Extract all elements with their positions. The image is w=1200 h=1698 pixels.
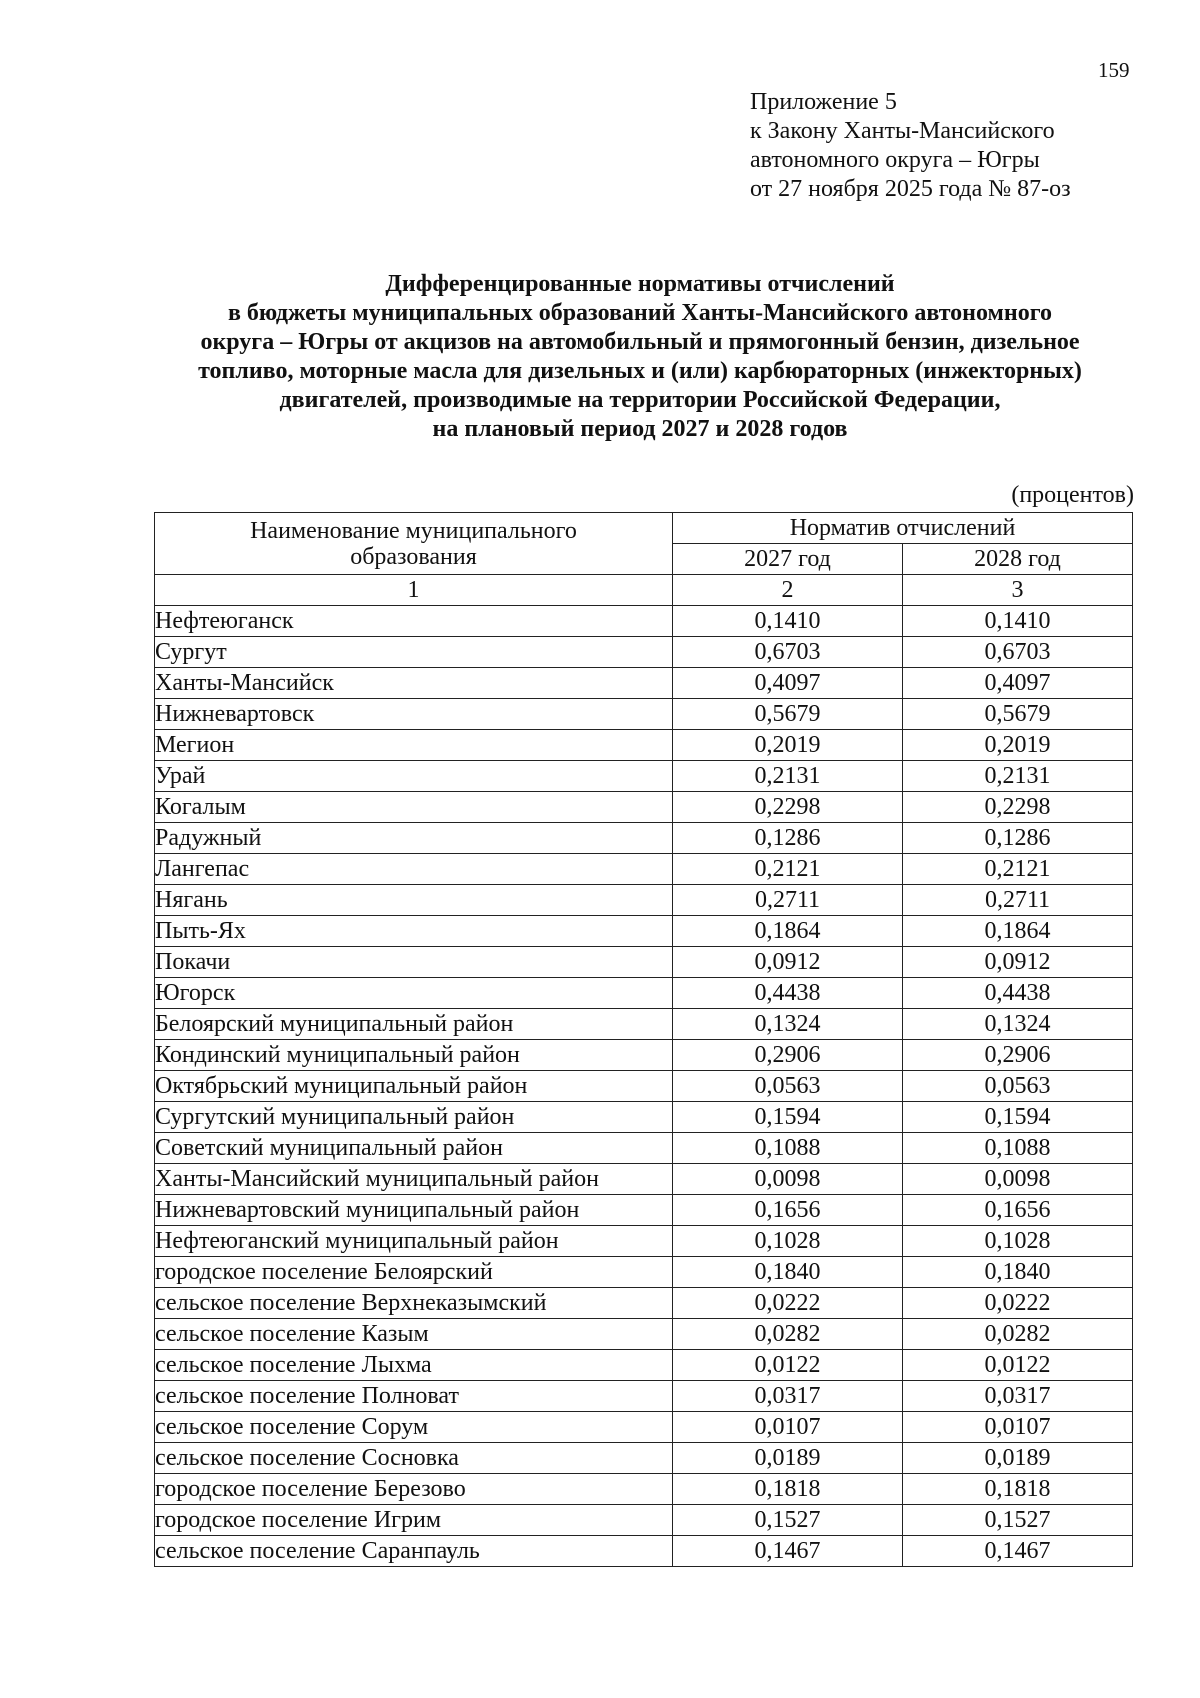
municipality-name: городское поселение Березово [155,1474,673,1505]
value-2028: 0,4438 [903,978,1133,1009]
value-2027: 0,4438 [673,978,903,1009]
municipality-name: сельское поселение Сорум [155,1412,673,1443]
title-line: на плановый период 2027 и 2028 годов [432,416,848,442]
value-2028: 0,1410 [903,606,1133,637]
value-2027: 0,0912 [673,947,903,978]
table-row [155,916,1133,947]
value-2027: 0,1656 [673,1195,903,1226]
municipality-name: Когалым [155,792,673,823]
table-row [155,854,1133,885]
value-2027: 0,1410 [673,606,903,637]
value-2028: 0,0563 [903,1071,1133,1102]
municipality-name: Советский муниципальный район [155,1133,673,1164]
value-2028: 0,1324 [903,1009,1133,1040]
value-2027: 0,0222 [673,1288,903,1319]
value-2027: 0,0282 [673,1319,903,1350]
document-title [100,270,1180,444]
municipality-name: Радужный [155,823,673,854]
municipality-name: Нягань [155,885,673,916]
header-municipality [155,513,673,575]
value-2028: 0,1527 [903,1505,1133,1536]
value-2028: 0,1467 [903,1536,1133,1567]
municipality-name: сельское поселение Сосновка [155,1443,673,1474]
table-row [155,947,1133,978]
municipality-name: Октябрьский муниципальный район [155,1071,673,1102]
value-2028: 0,0189 [903,1443,1133,1474]
header-name-line: образования [350,543,477,570]
table-row [155,637,1133,668]
value-2028: 0,0912 [903,947,1133,978]
column-index: 2 [673,575,903,606]
title-line: Дифференцированные нормативы отчислений [385,271,895,297]
appendix-line: автономного округа – Югры [750,147,1040,173]
value-2027: 0,1028 [673,1226,903,1257]
value-2028: 0,2906 [903,1040,1133,1071]
value-2027: 0,0317 [673,1381,903,1412]
value-2028: 0,1286 [903,823,1133,854]
value-2027: 0,1818 [673,1474,903,1505]
value-2028: 0,2711 [903,885,1133,916]
header-year-2027: 2027 год [673,544,903,575]
municipality-name: Пыть-Ях [155,916,673,947]
municipality-name: сельское поселение Саранпауль [155,1536,673,1567]
table-row [155,1536,1133,1567]
value-2027: 0,0122 [673,1350,903,1381]
value-2028: 0,0122 [903,1350,1133,1381]
value-2028: 0,6703 [903,637,1133,668]
page-number: 159 [1098,58,1130,82]
table-row [155,1040,1133,1071]
column-index: 1 [155,575,673,606]
value-2028: 0,1028 [903,1226,1133,1257]
value-2028: 0,1088 [903,1133,1133,1164]
value-2028: 0,2131 [903,761,1133,792]
municipality-name: Лангепас [155,854,673,885]
value-2027: 0,0107 [673,1412,903,1443]
value-2027: 0,1840 [673,1257,903,1288]
appendix-line: к Закону Ханты-Мансийского [750,118,1055,144]
value-2027: 0,1594 [673,1102,903,1133]
table-row [155,1071,1133,1102]
table-row [155,1350,1133,1381]
municipality-name: Сургут [155,637,673,668]
value-2028: 0,5679 [903,699,1133,730]
value-2028: 0,0282 [903,1319,1133,1350]
value-2028: 0,4097 [903,668,1133,699]
table-row [155,1505,1133,1536]
table-row [155,668,1133,699]
header-row [155,513,1133,544]
table-row [155,885,1133,916]
unit-label: (процентов) [1011,482,1134,508]
title-line: в бюджеты муниципальных образований Ханты-Мансийского автономного [227,300,1053,326]
value-2027: 0,2131 [673,761,903,792]
value-2027: 0,0098 [673,1164,903,1195]
table-body [155,606,1133,1567]
municipality-name: Покачи [155,947,673,978]
table-row [155,606,1133,637]
column-index: 3 [903,575,1133,606]
column-index-row [155,575,1133,606]
municipality-name: сельское поселение Казым [155,1319,673,1350]
value-2028: 0,0317 [903,1381,1133,1412]
municipality-name: Нефтеюганск [155,606,673,637]
value-2027: 0,2906 [673,1040,903,1071]
table-row [155,1009,1133,1040]
value-2027: 0,0189 [673,1443,903,1474]
value-2027: 0,4097 [673,668,903,699]
table-row [155,1412,1133,1443]
table-row [155,1133,1133,1164]
value-2027: 0,2121 [673,854,903,885]
table-row [155,1226,1133,1257]
header-name-line: Наименование муниципального [250,517,577,544]
municipality-name: Ханты-Мансийск [155,668,673,699]
municipality-name: сельское поселение Лыхма [155,1350,673,1381]
value-2028: 0,1864 [903,916,1133,947]
value-2027: 0,2711 [673,885,903,916]
table-row [155,1164,1133,1195]
value-2027: 0,1864 [673,916,903,947]
table-row [155,699,1133,730]
header-norm-group: Норматив отчислений [673,513,1133,544]
table-row [155,761,1133,792]
value-2027: 0,1286 [673,823,903,854]
municipality-name: Нефтеюганский муниципальный район [155,1226,673,1257]
value-2028: 0,0107 [903,1412,1133,1443]
value-2028: 0,2298 [903,792,1133,823]
municipality-name: Нижневартовский муниципальный район [155,1195,673,1226]
municipality-name: сельское поселение Верхнеказымский [155,1288,673,1319]
table-row [155,1474,1133,1505]
title-line: двигателей, производимые на территории Российской Федерации, [279,387,1001,413]
appendix-line: от 27 ноября 2025 года № 87-оз [750,176,1071,202]
value-2027: 0,2298 [673,792,903,823]
table-row [155,1257,1133,1288]
municipality-name: Югорск [155,978,673,1009]
value-2028: 0,1656 [903,1195,1133,1226]
municipality-name: Белоярский муниципальный район [155,1009,673,1040]
value-2028: 0,1818 [903,1474,1133,1505]
municipality-name: Нижневартовск [155,699,673,730]
value-2027: 0,1088 [673,1133,903,1164]
norms-table [154,512,1133,1567]
municipality-name: Мегион [155,730,673,761]
appendix-block [750,88,1071,204]
title-line: округа – Югры от акцизов на автомобильный и прямогонный бензин, дизельное [200,329,1080,355]
table-row [155,978,1133,1009]
value-2027: 0,5679 [673,699,903,730]
table-row [155,1102,1133,1133]
municipality-name: городское поселение Белоярский [155,1257,673,1288]
table-row [155,730,1133,761]
municipality-name: Ханты-Мансийский муниципальный район [155,1164,673,1195]
municipality-name: сельское поселение Полноват [155,1381,673,1412]
value-2027: 0,6703 [673,637,903,668]
municipality-name: городское поселение Игрим [155,1505,673,1536]
table-row [155,1195,1133,1226]
value-2028: 0,0098 [903,1164,1133,1195]
appendix-line: Приложение 5 [750,89,897,115]
table-row [155,823,1133,854]
value-2028: 0,2121 [903,854,1133,885]
municipality-name: Сургутский муниципальный район [155,1102,673,1133]
table-row [155,1319,1133,1350]
title-line: топливо, моторные масла для дизельных и (или) карбюраторных (инжекторных) [198,358,1082,384]
value-2027: 0,1467 [673,1536,903,1567]
table-row [155,792,1133,823]
value-2028: 0,1594 [903,1102,1133,1133]
header-year-2028: 2028 год [903,544,1133,575]
table-row [155,1443,1133,1474]
municipality-name: Кондинский муниципальный район [155,1040,673,1071]
value-2028: 0,1840 [903,1257,1133,1288]
value-2027: 0,1324 [673,1009,903,1040]
value-2028: 0,0222 [903,1288,1133,1319]
value-2027: 0,2019 [673,730,903,761]
table-row [155,1381,1133,1412]
value-2028: 0,2019 [903,730,1133,761]
value-2027: 0,1527 [673,1505,903,1536]
table-row [155,1288,1133,1319]
municipality-name: Урай [155,761,673,792]
value-2027: 0,0563 [673,1071,903,1102]
